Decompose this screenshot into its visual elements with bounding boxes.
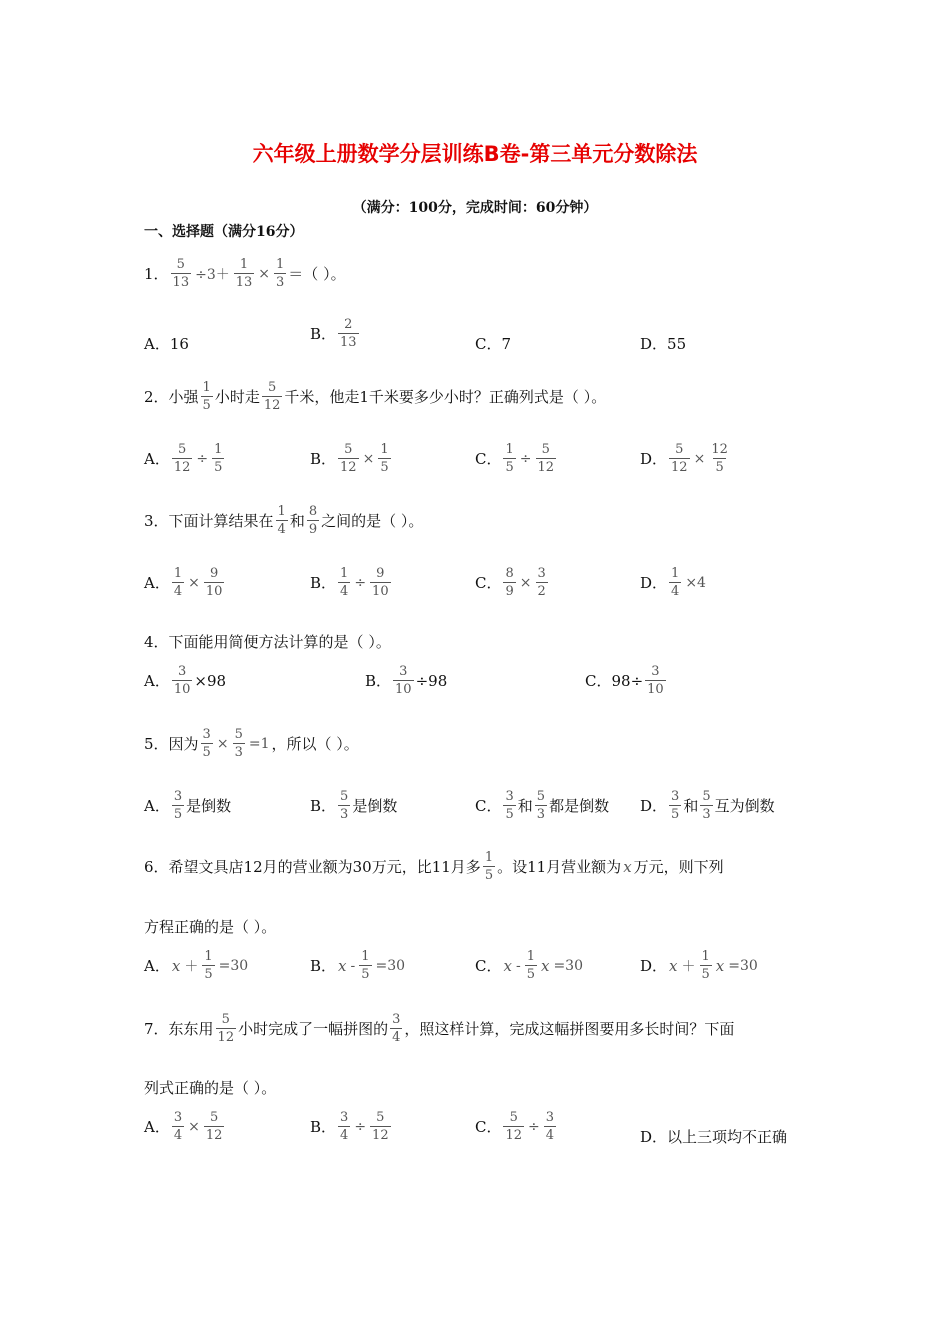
- question-7-line2: 列式正确的是（ ）。: [144, 1079, 277, 1097]
- question-6: 6．希望文具店12月的营业额为30万元，比11月多 $\frac{1}{5}$ 。设11月营业额为 x 万元，则下列: [144, 850, 724, 883]
- option-a[interactable]: A． $\frac{5}{12}$ ÷ $\frac{1}{5}$: [144, 442, 223, 475]
- fraction: $\frac{5}{12}$: [263, 380, 281, 413]
- option-a[interactable]: A．16: [144, 335, 189, 353]
- option-c[interactable]: C． $\frac{8}{9}$ × $\frac{3}{2}$: [475, 566, 546, 599]
- question-1: 1． $\frac{5}{13}$ ÷3＋ $\frac{1}{13}$ × $\frac{1}{3}$ ＝（ ）。: [144, 257, 346, 290]
- option-a[interactable]: A． $\frac{3}{10}$ ×98: [144, 664, 227, 697]
- question-6-line2: 方程正确的是（ ）。: [144, 918, 277, 936]
- option-b[interactable]: B． $\frac{3}{4}$ ÷ $\frac{5}{12}$: [310, 1110, 389, 1143]
- option-d[interactable]: D． $\frac{3}{5}$ 和 $\frac{5}{3}$ 互为倒数: [640, 789, 775, 822]
- option-b[interactable]: B． x - $\frac{1}{5}$ =30: [310, 949, 406, 982]
- section-heading: 一、选择题（满分16分）: [144, 224, 304, 240]
- option-c[interactable]: C． $\frac{3}{5}$ 和 $\frac{5}{3}$ 都是倒数: [475, 789, 610, 822]
- option-a[interactable]: A． x ＋ $\frac{1}{5}$ =30: [144, 949, 249, 982]
- option-b[interactable]: B． $\frac{5}{3}$ 是倒数: [310, 789, 398, 822]
- option-b[interactable]: B． $\frac{2}{13}$: [310, 317, 357, 350]
- option-c[interactable]: C．7: [475, 335, 512, 353]
- question-2: 2．小强 $\frac{1}{5}$ 小时走 $\frac{5}{12}$ 千米，他走1千米要多少小时？正确列式是（ ）。: [144, 380, 607, 413]
- option-b[interactable]: B． $\frac{3}{10}$ ÷98: [365, 664, 448, 697]
- page-title: 六年级上册数学分层训练B卷-第三单元分数除法: [252, 142, 698, 166]
- option-d[interactable]: D． $\frac{5}{12}$ × $\frac{12}{5}$: [640, 442, 728, 475]
- option-c[interactable]: C． x - $\frac{1}{5}$ x =30: [475, 949, 583, 982]
- option-d[interactable]: D．55: [640, 335, 687, 353]
- question-7: 7．东东用 $\frac{5}{12}$ 小时完成了一幅拼图的 $\frac{3}{4}$ ，照这样计算，完成这幅拼图要用多长时间？下面: [144, 1012, 735, 1045]
- option-d[interactable]: D． x ＋ $\frac{1}{5}$ x =30: [640, 949, 758, 982]
- option-c[interactable]: C． 98÷ $\frac{3}{10}$: [585, 664, 664, 697]
- option-a[interactable]: A． $\frac{1}{4}$ × $\frac{9}{10}$: [144, 566, 223, 599]
- option-b[interactable]: B． $\frac{1}{4}$ ÷ $\frac{9}{10}$: [310, 566, 389, 599]
- option-d[interactable]: D．以上三项均不正确: [640, 1128, 788, 1146]
- question-3: 3．下面计算结果在 $\frac{1}{4}$ 和 $\frac{8}{9}$ 之间的是（ ）。: [144, 504, 424, 537]
- option-d[interactable]: D． $\frac{1}{4}$ ×4: [640, 566, 706, 599]
- option-c[interactable]: C． $\frac{1}{5}$ ÷ $\frac{5}{12}$: [475, 442, 555, 475]
- exam-info: （满分：100分，完成时间：60分钟）: [352, 200, 598, 216]
- option-a[interactable]: A． $\frac{3}{5}$ 是倒数: [144, 789, 232, 822]
- fraction: $\frac{1}{13}$: [235, 257, 253, 290]
- option-a[interactable]: A． $\frac{3}{4}$ × $\frac{5}{12}$: [144, 1110, 223, 1143]
- question-5: 5．因为 $\frac{3}{5}$ × $\frac{5}{3}$ =1 ，所以（ ）。: [144, 727, 359, 760]
- option-b[interactable]: B． $\frac{5}{12}$ × $\frac{1}{5}$: [310, 442, 389, 475]
- fraction: $\frac{1}{3}$: [276, 257, 285, 290]
- option-c[interactable]: C． $\frac{5}{12}$ ÷ $\frac{3}{4}$: [475, 1110, 555, 1143]
- question-4: 4．下面能用简便方法计算的是（ ）。: [144, 633, 391, 651]
- fraction: $\frac{5}{13}$: [172, 257, 190, 290]
- fraction: $\frac{1}{5}$: [202, 380, 211, 413]
- fraction: $\frac{2}{13}$: [340, 317, 357, 350]
